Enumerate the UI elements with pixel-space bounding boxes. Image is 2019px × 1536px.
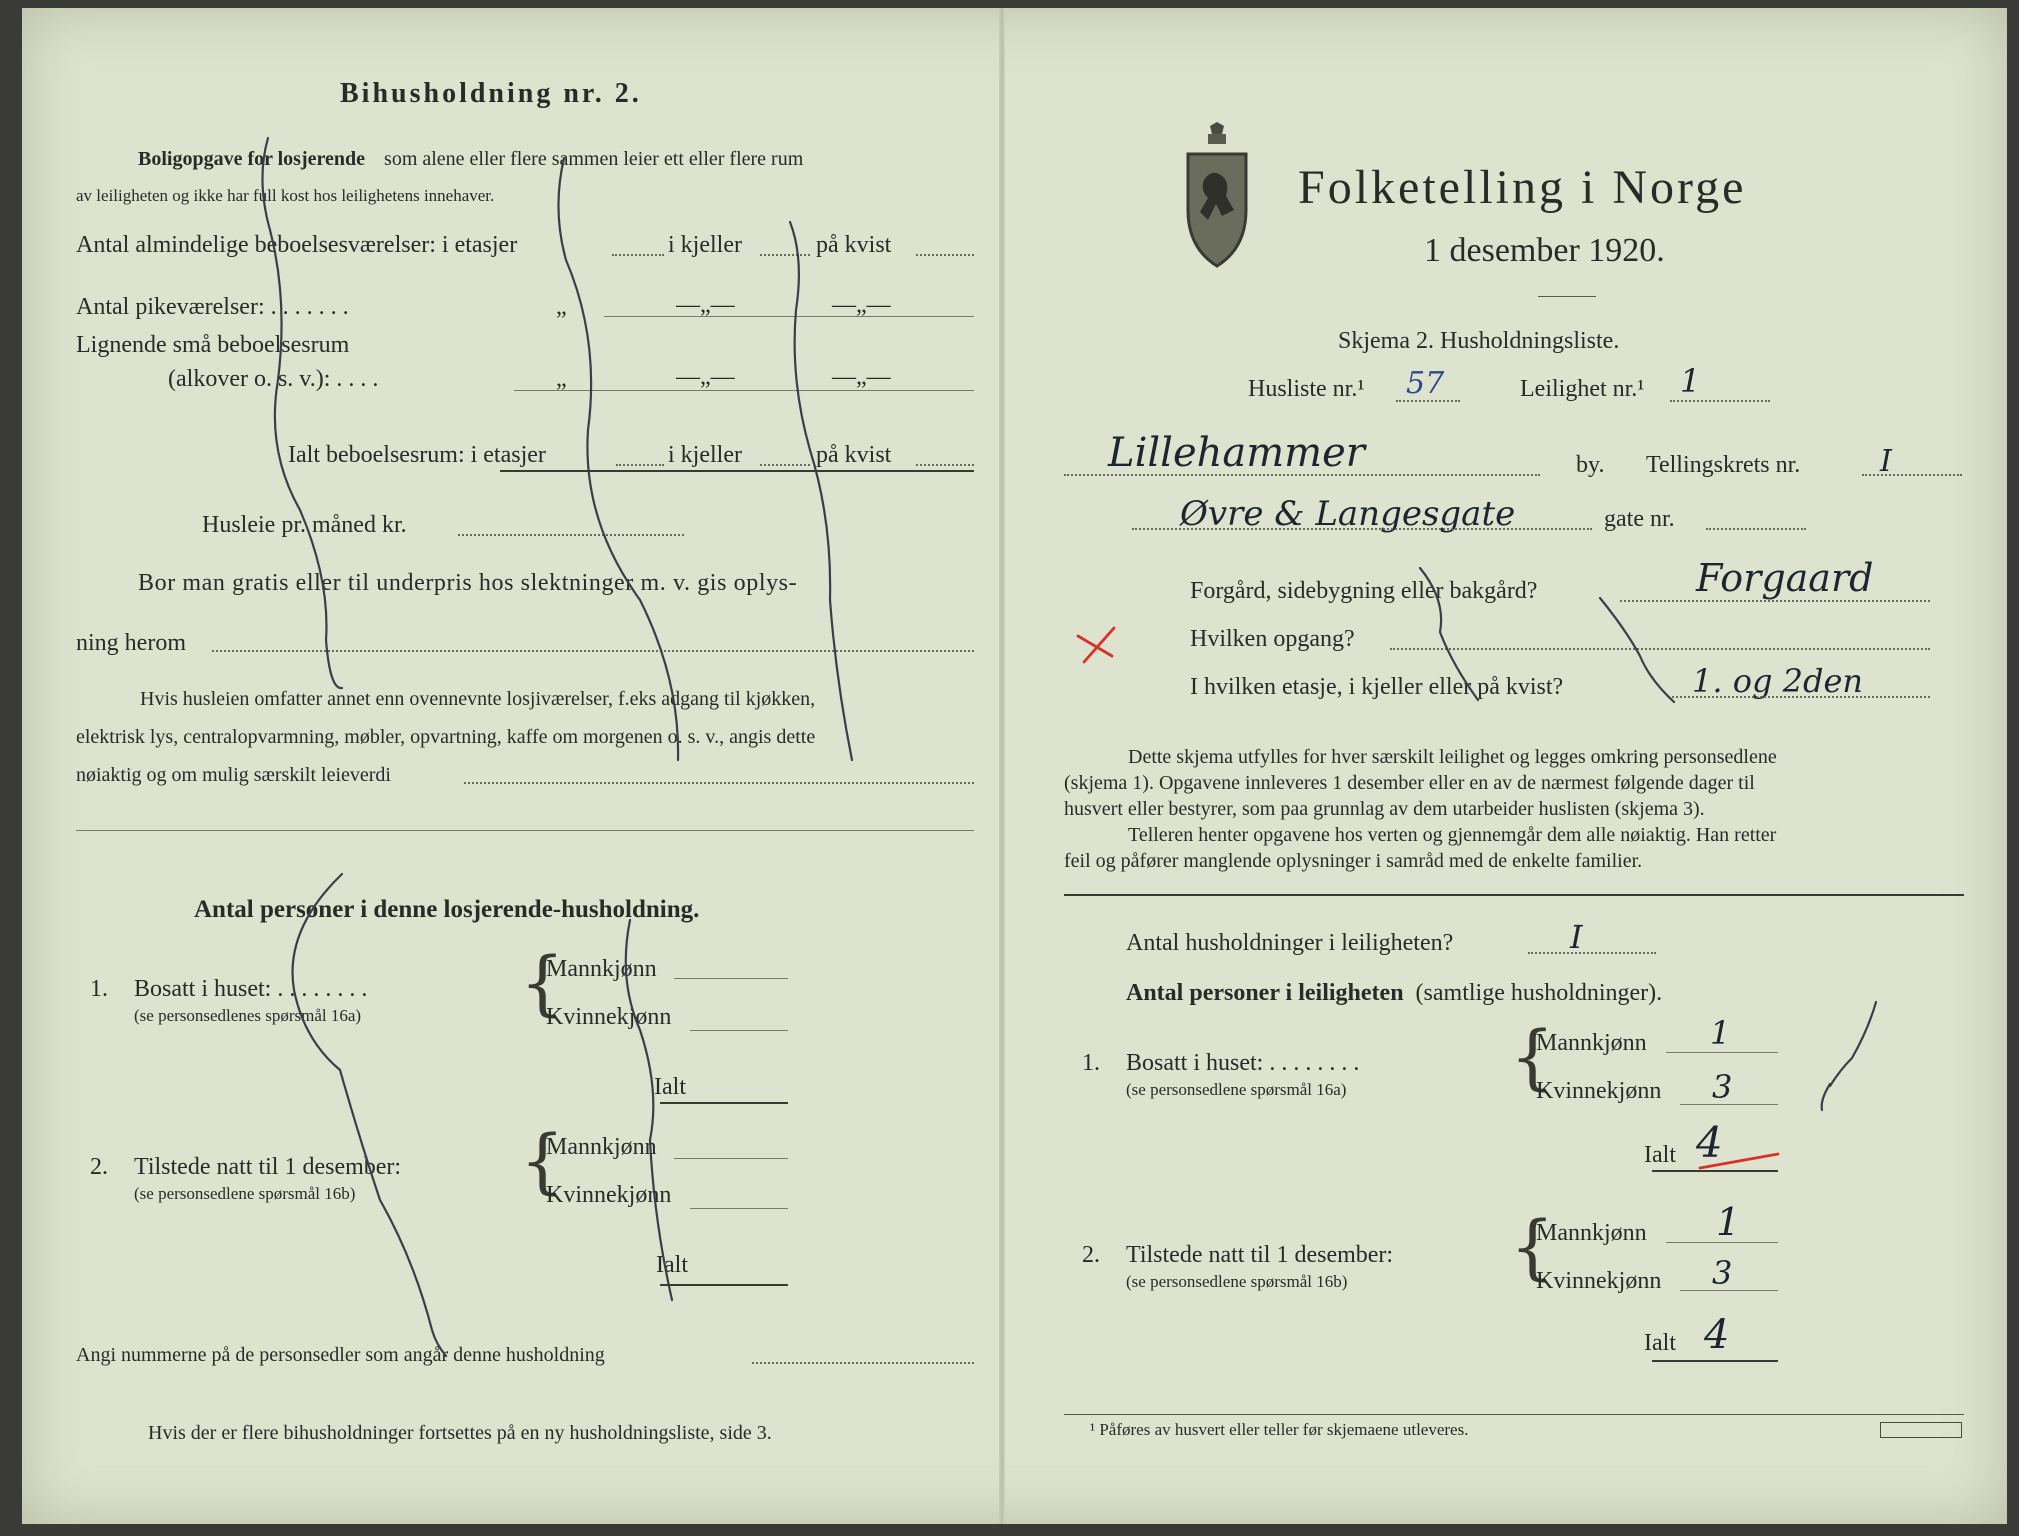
left-q1-sub: (se personsedlenes spørsmål 16a) [134,1006,362,1025]
pike-ditto-1: „ [556,294,567,320]
right-title: Folketelling i Norge [1298,161,1747,214]
forgard-value: Forgaard [1696,556,1874,600]
gratis-line-1: Bor man gratis eller til underpris hos slektninger m. v. gis oplys- [138,570,798,596]
instr-4: Telleren henter opgavene hos verten og gjennemgår dem alle nøiaktig. Han retter [1128,824,1777,846]
right-q1-ialt: Ialt [1644,1142,1676,1168]
right-q1-ialt-value: 4 [1696,1118,1723,1167]
right-q1-kvinne-value: 3 [1712,1068,1733,1106]
husliste-value: 57 [1406,366,1445,401]
right-q1-mann-value: 1 [1710,1014,1731,1052]
right-q1-kvinne: Kvinnekjønn [1536,1078,1662,1104]
leilighet-value: 1 [1680,362,1701,400]
rent-note-2: elektrisk lys, centralopvarmning, møbler, opvartning, kaffe om morgenen o. s. v., angis dette [76,726,816,748]
street-value: Øvre & Langesgate [1180,494,1516,534]
husliste-label: Husliste nr.¹ [1248,376,1365,402]
pike-label: Antal pikeværelser: . . . . . . . [76,294,349,320]
forgard-label: Forgård, sidebygning eller bakgård? [1190,578,1538,604]
left-q2-sub: (se personsedlene spørsmål 16b) [134,1184,356,1203]
instr-2: (skjema 1). Opgavene innleveres 1 desember eller en av de nærmest følgende dager til [1064,772,1755,794]
ialt-kvist-label: på kvist [816,442,892,468]
right-q2-label: Tilstede natt til 1 desember: [1126,1242,1394,1268]
krets-value: I [1880,444,1892,479]
rooms-kvist-label: på kvist [816,232,892,258]
small-rooms-label-1: Lignende små beboelsesrum [76,332,350,358]
right-q2-sub: (se personsedlene spørsmål 16b) [1126,1272,1348,1291]
opgang-label: Hvilken opgang? [1190,626,1355,652]
left-q2-ialt: Ialt [656,1252,688,1278]
schema-label: Skjema 2. Husholdningsliste. [1338,328,1620,354]
rent-note-3: nøiaktig og om mulig særskilt leieverdi [76,764,391,786]
right-q1-sub: (se personsedlene spørsmål 16a) [1126,1080,1347,1099]
left-q1-label: Bosatt i huset: . . . . . . . . [134,976,368,1002]
right-q2-ialt: Ialt [1644,1330,1676,1356]
left-title: Bihusholdning nr. 2. [340,78,642,109]
right-date: 1 desember 1920. [1424,232,1665,269]
right-q2-ialt-value: 4 [1704,1312,1730,1358]
etasje-label: I hvilken etasje, i kjeller eller på kvist? [1190,674,1564,700]
right-q2-mann: Mannkjønn [1536,1220,1647,1246]
small-ditto-3: —„— [832,364,891,390]
hush-value: I [1570,918,1583,956]
left-q2-label: Tilstede natt til 1 desember: [134,1154,402,1180]
krets-label: Tellingskrets nr. [1646,452,1801,478]
left-q2-mann: Mannkjønn [546,1134,657,1160]
city-value: Lillehammer [1108,430,1365,476]
right-q2-kvinne: Kvinnekjønn [1536,1268,1662,1294]
rooms-label: Antal almindelige beboelsesværelser: i etasjer [76,232,518,258]
left-q1-brace: { [520,942,565,1024]
left-q2-brace: { [520,1120,565,1202]
instr-5: feil og påfører manglende oplysninger i samråd med de enkelte familier. [1064,850,1643,872]
ialt-rooms-label: Ialt beboelsesrum: i etasjer [288,442,546,468]
rent-note-1: Hvis husleien omfatter annet enn ovennevnte losjiværelser, f.eks adgang til kjøkken, [140,688,816,710]
leilighet-label: Leilighet nr.¹ [1520,376,1645,402]
pike-ditto-3: —„— [832,292,891,318]
hush-label: Antal husholdninger i leiligheten? [1126,930,1454,956]
rooms-kjeller-label: i kjeller [668,232,742,258]
right-q1-num: 1. [1082,1050,1100,1076]
gratis-line-2: ning herom [76,630,186,656]
left-q1-num: 1. [90,976,108,1002]
right-q1-brace: { [1510,1016,1555,1098]
left-footer: Hvis der er flere bihusholdninger fortsettes på en ny husholdningsliste, side 3. [148,1422,772,1444]
gate-label: gate nr. [1604,506,1675,532]
small-ditto-1: „ [556,366,567,392]
right-persons-title: Antal personer i leiligheten (samtlige husholdninger). [1126,980,1663,1006]
left-q2-num: 2. [90,1154,108,1180]
left-q1-mann: Mannkjønn [546,956,657,982]
right-q2-kvinne-value: 3 [1712,1254,1733,1292]
intro-line-1: Boligopgave for losjerende som alene eller flere sammen leier ett eller flere rum [138,148,804,170]
right-q2-brace: { [1510,1206,1555,1288]
rent-label: Husleie pr. måned kr. [202,512,407,538]
right-q1-mann: Mannkjønn [1536,1030,1647,1056]
by-label: by. [1576,452,1605,478]
right-q1-label: Bosatt i huset: . . . . . . . . [1126,1050,1360,1076]
instr-3: husvert eller bestyrer, som paa grunnlag av dem utarbeider huslisten (skjema 3). [1064,798,1705,820]
intro-line-2: av leiligheten og ikke har full kost hos leilighetens innehaver. [76,186,495,205]
left-q1-kvinne: Kvinnekjønn [546,1004,672,1030]
instr-1: Dette skjema utfylles for hver særskilt leilighet og legges omkring personsedlene [1128,746,1777,768]
angi-label: Angi nummerne på de personsedler som angår denne husholdning [76,1344,605,1366]
ialt-kjeller-label: i kjeller [668,442,742,468]
right-q2-mann-value: 1 [1716,1200,1741,1244]
right-q2-num: 2. [1082,1242,1100,1268]
left-q2-kvinne: Kvinnekjønn [546,1182,672,1208]
left-q1-ialt: Ialt [654,1074,686,1100]
small-rooms-label-2: (alkover o. s. v.): . . . . [168,366,379,392]
right-footnote: ¹ Påføres av husvert eller teller før skjemaene utleveres. [1090,1420,1469,1439]
persons-title: Antal personer i denne losjerende-husholdning. [194,896,700,923]
pike-ditto-2: —„— [676,292,735,318]
etasje-value: 1. og 2den [1692,662,1864,700]
small-ditto-2: —„— [676,364,735,390]
